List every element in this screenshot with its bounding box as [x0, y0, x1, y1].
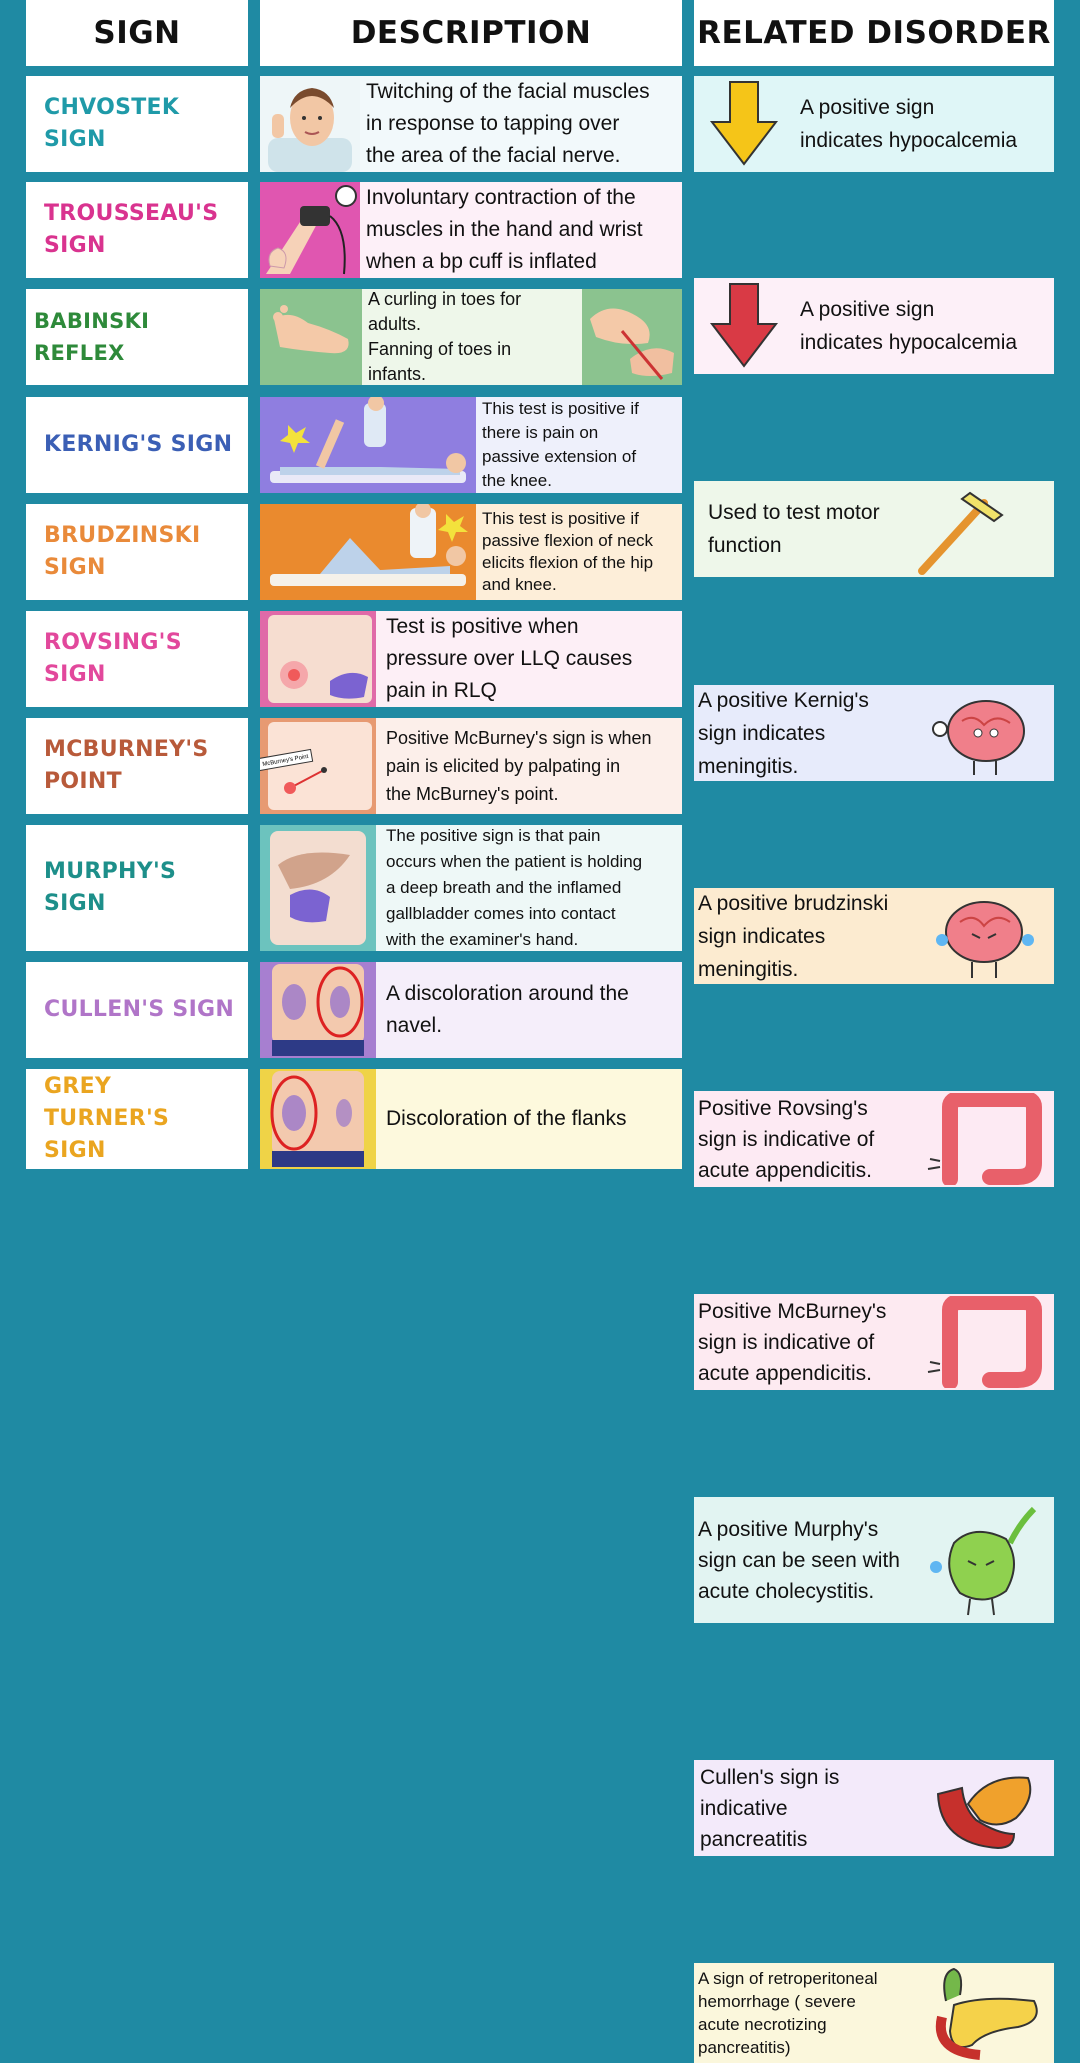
foot-stroke-icon [582, 289, 682, 385]
down-arrow-red-icon [694, 278, 794, 374]
colon-icon [920, 1093, 1050, 1185]
description-murphy [260, 825, 682, 951]
sign-grey-turner: GREY TURNER'S SIGN [26, 1069, 248, 1169]
sign-babinski: BABINSKI REFLEX [26, 289, 248, 385]
description-text: The positive sign is that pain occurs when the patient is holding a deep breath and the inflamed gallbladder comes into contact with the examiner's hand. [386, 826, 643, 949]
disorder-chvostek [694, 76, 1054, 172]
sign-trousseau: TROUSSEAU'S SIGN [26, 182, 248, 278]
disorder-rovsing [694, 1091, 1054, 1187]
description-cullen [260, 962, 682, 1058]
sign-brudzinski: BRUDZINSKI SIGN [26, 504, 248, 600]
sign-kernig: KERNIG'S SIGN [26, 397, 248, 493]
disorder-text: A positive sign indicates hypocalcemia [800, 298, 1018, 354]
disorder-text: A positive sign indicates hypocalcemia [800, 96, 1018, 152]
description-text: A discoloration around the navel. [386, 982, 629, 1037]
disorder-text: Positive Rovsing's sign is indicative of acute appendicitis. [698, 1096, 875, 1182]
signs-table [14, 0, 1066, 2057]
disorder-text: A sign of retroperitoneal hemorrhage ( severe acute necrotizing pancreatitis) [698, 1969, 878, 2057]
disorder-brudzinski [694, 888, 1054, 984]
sign-cullen: CULLEN'S SIGN [26, 962, 248, 1058]
disorder-text: Used to test motor function [708, 501, 880, 557]
description-mcburney [260, 718, 682, 814]
sign-mcburney: MCBURNEY'S POINT [26, 718, 248, 814]
header-related-disorder: RELATED DISORDER [694, 0, 1054, 66]
abdomen-palpation-icon [260, 611, 376, 707]
description-text: Twitching of the facial muscles in response to tapping over the area of the facial nerve. [360, 76, 682, 172]
description-text: Test is positive when pressure over LLQ causes pain in RLQ [386, 615, 633, 702]
colon-icon [920, 1296, 1050, 1388]
disorder-murphy [694, 1497, 1054, 1623]
disorder-text: A positive Kernig's sign indicates meningitis. [698, 688, 869, 778]
header-description: DESCRIPTION [260, 0, 682, 66]
pancreas-icon [918, 1764, 1044, 1854]
crying-brain-icon [928, 892, 1038, 982]
description-kernig [260, 397, 682, 493]
face-tap-icon [260, 76, 360, 172]
disorder-kernig [694, 685, 1054, 781]
down-arrow-yellow-icon [694, 76, 794, 172]
disorder-text: A positive Murphy's sign can be seen with acute cholecystitis. [698, 1517, 900, 1603]
description-chvostek [260, 76, 682, 172]
description-babinski [260, 289, 682, 385]
description-text: Involuntary contraction of the muscles in the hand and wrist when a bp cuff is inflated [366, 186, 643, 273]
mcburney-point-label: McBurney's Point [262, 753, 309, 768]
disorder-mcburney [694, 1294, 1054, 1390]
foot-icon [260, 289, 362, 385]
disorder-text: A positive brudzinski sign indicates meningitis. [698, 891, 889, 981]
leg-extension-icon [260, 397, 476, 493]
mcburney-point-icon [260, 718, 376, 814]
disorder-babinski [694, 481, 1054, 577]
sign-chvostek: CHVOSTEK SIGN [26, 76, 248, 172]
description-trousseau [260, 182, 682, 278]
description-brudzinski [260, 504, 682, 600]
description-text: This test is positive if passive flexion of neck elicits flexion of the hip and knee. [482, 509, 654, 594]
description-grey-turner [260, 1069, 682, 1169]
description-text: Positive McBurney's sign is when pain is elicited by palpating in the McBurney's point. [386, 728, 652, 804]
description-text: Discoloration of the flanks [386, 1107, 627, 1130]
header-sign: SIGN [26, 0, 248, 66]
liver-palpation-icon [260, 825, 376, 951]
flank-bruise-icon [260, 1069, 376, 1169]
disorder-text: Cullen's sign is indicative pancreatitis [700, 1765, 840, 1851]
disorder-trousseau [694, 278, 1054, 374]
brain-character-icon [926, 691, 1036, 779]
sign-rovsing: ROVSING'S SIGN [26, 611, 248, 707]
description-text: A curling in toes for adults. Fanning of toes in infants. [368, 289, 522, 384]
disorder-text: Positive McBurney's sign is indicative of acute appendicitis. [698, 1299, 887, 1385]
description-text: This test is positive if there is pain on passive extension of the knee. [482, 399, 639, 490]
neck-flexion-icon [260, 504, 476, 600]
pancreas-gallbladder-icon [924, 1965, 1048, 2061]
disorder-grey-turner [694, 1963, 1054, 2063]
periumbilical-bruise-icon [260, 962, 376, 1058]
disorder-cullen [694, 1760, 1054, 1856]
gallbladder-character-icon [924, 1503, 1042, 1619]
bp-cuff-arm-icon [260, 182, 360, 278]
reflex-hammer-icon [914, 485, 1014, 575]
description-rovsing [260, 611, 682, 707]
sign-murphy: MURPHY'S SIGN [26, 825, 248, 951]
